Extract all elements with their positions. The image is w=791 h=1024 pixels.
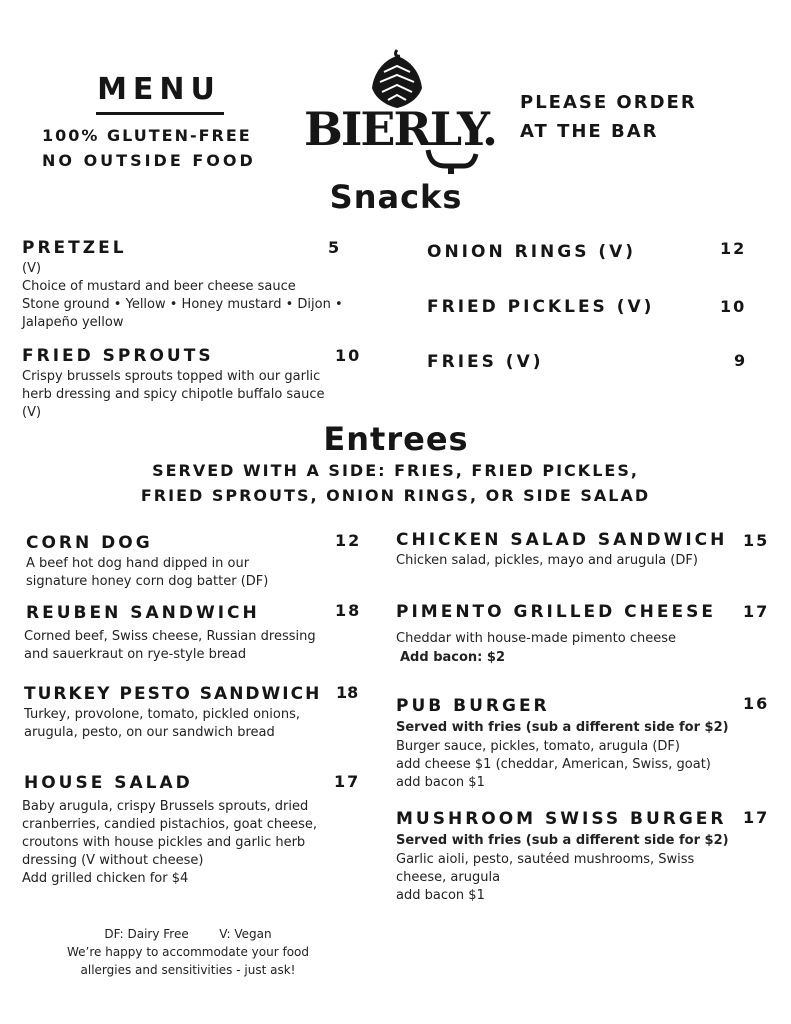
hop-icon [304,48,490,108]
pimento-price: 17 [743,602,770,621]
pub-burger-desc-line2: add cheese $1 (cheddar, American, Swiss, goat) [396,757,711,772]
chicken-salad-name: CHICKEN SALAD SANDWICH [396,530,728,550]
entrees-sides-line1: SERVED WITH A SIDE: FRIES, FRIED PICKLES, [152,461,639,480]
pub-burger-desc [396,738,776,792]
reuben-price: 18 [335,601,362,620]
mushroom-burger-desc-line1: Garlic aioli, pesto, sautéed mushrooms, Swiss [396,852,695,867]
pretzel-tag: (V) [22,261,42,276]
mushroom-burger-desc-line3: add bacon $1 [396,888,485,903]
allergy-note-line2: allergies and sensitivities - just ask! [80,963,296,977]
mushroom-burger-price: 17 [743,808,770,827]
house-salad-desc-line5: Add grilled chicken for $4 [22,871,189,886]
mushroom-burger-desc-line2: cheese, arugula [396,870,501,885]
menu-underline [96,112,224,115]
house-salad-desc-line1: Baby arugula, crispy Brussels sprouts, dried [22,799,309,814]
house-salad-desc-line4: dressing (V without cheese) [22,853,204,868]
logo-swoosh [304,146,490,176]
pub-burger-price: 16 [743,694,770,713]
reuben-desc-line1: Corned beef, Swiss cheese, Russian dressing [24,629,316,644]
house-salad-desc-line3: croutons with house pickles and garlic herb [22,835,306,850]
house-salad-desc-line2: cranberries, candied pistachios, goat cheese, [22,817,318,832]
fried-sprouts-name: FRIED SPROUTS [22,346,214,366]
turkey-pesto-desc [24,706,364,742]
entrees-title: Entrees [323,420,469,458]
no-outside-food-note: NO OUTSIDE FOOD [42,151,256,170]
corn-dog-price: 12 [335,531,362,550]
fried-sprouts-desc-line1: Crispy brussels sprouts topped with our garlic [22,369,321,384]
fried-sprouts-desc-line2: herb dressing and spicy chipotle buffalo sauce [22,387,325,402]
mushroom-burger-served: Served with fries (sub a different side for $2) [396,833,729,848]
fries-name: FRIES (V) [427,352,544,372]
reuben-desc-line2: and sauerkraut on rye-style bread [24,647,247,662]
snacks-title: Snacks [329,178,463,216]
pretzel-desc-line3: Jalapeño yellow [22,315,124,330]
pretzel-name: PRETZEL [22,238,127,258]
allergy-note-line1: We’re happy to accommodate your food [66,945,309,959]
onion-rings-price: 12 [720,239,747,258]
order-note-line1: PLEASE ORDER [520,92,697,113]
corn-dog-desc [26,555,366,591]
corn-dog-name: CORN DOG [26,533,153,553]
logo-text: BIERLY. [304,102,497,156]
pretzel-desc-line1: Choice of mustard and beer cheese sauce [22,279,296,294]
pub-burger-name: PUB BURGER [396,696,550,716]
chicken-salad-desc: Chicken salad, pickles, mayo and arugula (DF) [396,553,698,568]
entrees-sides-line2: FRIED SPROUTS, ONION RINGS, OR SIDE SALAD [140,486,651,505]
turkey-pesto-desc-line2: arugula, pesto, on our sandwich bread [24,725,275,740]
mushroom-burger-desc [396,851,776,905]
pimento-name: PIMENTO GRILLED CHEESE [396,602,716,622]
pub-burger-desc-line3: add bacon $1 [396,775,485,790]
order-note-line2: AT THE BAR [520,121,659,142]
turkey-pesto-name: TURKEY PESTO SANDWICH [24,684,322,704]
pretzel-desc [22,278,382,332]
corn-dog-desc-line1: A beef hot dog hand dipped in our [26,556,250,571]
bierly-logo [304,48,497,176]
gluten-free-note: 100% GLUTEN-FREE [42,126,252,145]
fries-price: 9 [734,351,748,370]
pimento-add-bacon: Add bacon: $2 [400,650,505,665]
turkey-pesto-desc-line1: Turkey, provolone, tomato, pickled onions, [24,707,300,722]
fried-sprouts-desc [22,368,382,422]
reuben-desc [24,628,374,664]
dietary-legend: DF: Dairy Free V: Vegan [104,927,272,941]
pretzel-price: 5 [328,238,342,257]
onion-rings-name: ONION RINGS (V) [427,242,637,262]
fried-pickles-price: 10 [720,297,747,316]
chicken-salad-price: 15 [743,531,770,550]
pub-burger-served: Served with fries (sub a different side for $2) [396,720,729,735]
fried-sprouts-desc-line3: (V) [22,405,42,420]
fried-pickles-name: FRIED PICKLES (V) [427,297,655,317]
fried-sprouts-price: 10 [335,346,362,365]
house-salad-price: 17 [334,772,361,791]
reuben-name: REUBEN SANDWICH [26,603,260,623]
house-salad-name: HOUSE SALAD [24,773,193,793]
corn-dog-desc-line2: signature honey corn dog batter (DF) [26,574,269,589]
turkey-pesto-price: 18 [336,683,359,702]
house-salad-desc [22,798,372,888]
pretzel-desc-line2: Stone ground • Yellow • Honey mustard • Dijon • [22,297,343,312]
pimento-desc: Cheddar with house-made pimento cheese [396,631,676,646]
menu-title: MENU [97,72,221,107]
pub-burger-desc-line1: Burger sauce, pickles, tomato, arugula (DF) [396,739,680,754]
mushroom-burger-name: MUSHROOM SWISS BURGER [396,809,727,829]
